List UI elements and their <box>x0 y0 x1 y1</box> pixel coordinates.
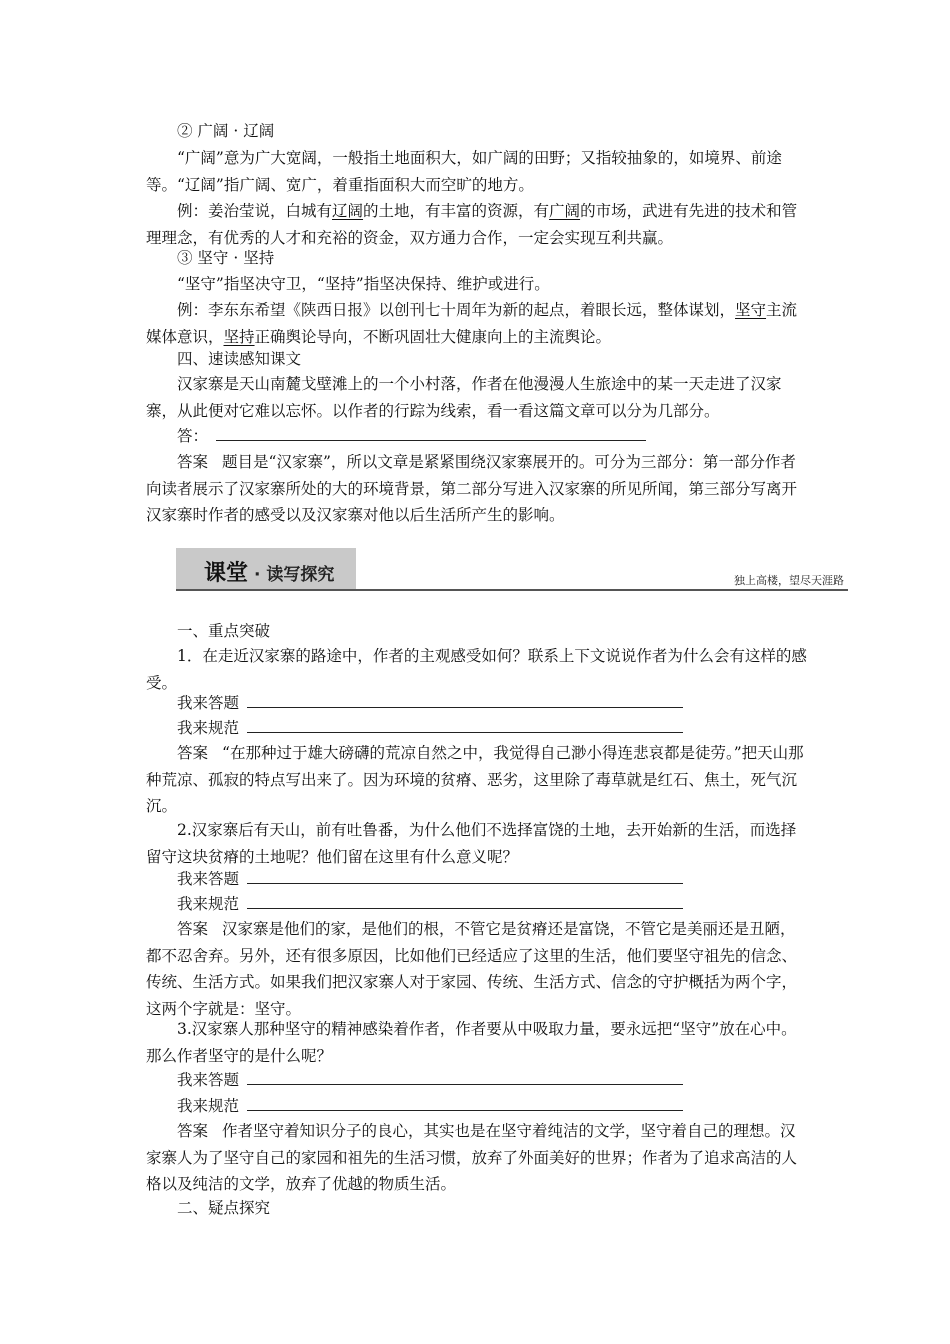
banner-rule <box>176 589 848 591</box>
section-banner <box>176 548 848 592</box>
question-sudu: 汉家寨是天山南麓戈壁滩上的一个小村落，作者在他漫漫人生旅途中的某一天走进了汉家寨，从此便对它难以忘怀。以作者的行踪为线索，看一看这篇文章可以分为几部分。 <box>146 375 782 420</box>
answer-blank-2[interactable] <box>247 866 683 884</box>
question-1: 1．在走近汉家寨的路途中，作者的主观感受如何？联系上下文说说作者为什么会有这样的感受。 <box>146 647 807 692</box>
underlined-word: 坚持 <box>223 327 255 346</box>
answer-key-sudu: 答案 题目是“汉家寨”，所以文章是紧紧围绕汉家寨展开的。可分为三部分：第一部分作者向读者展示了汉家寨所处的大的环境背景，第二部分写进入汉家寨的所见所闻，第三部分写离开汉家寨时作者的感受以及汉家寨对他以后生活所产生的影响。 <box>146 453 798 524</box>
norm-line-2: 我来规范 <box>177 891 683 917</box>
answer-key-3: 答案 作者坚守着知识分子的良心，其实也是在坚守着纯洁的文学，坚守着自己的理想。汉家寨人为了坚守自己的家园和祖先的生活习惯，放弃了外面美好的世界；作者为了追求高洁的人格以及纯洁的文学，放弃了优越的物质生活。 <box>146 1122 798 1193</box>
norm-line-3: 我来规范 <box>177 1093 683 1119</box>
answer-line-1: 我来答题 <box>177 690 683 716</box>
answer-line-3: 我来答题 <box>177 1067 683 1093</box>
underlined-word: 坚守 <box>735 301 767 319</box>
answer-blank[interactable] <box>216 423 646 441</box>
norm-blank-2[interactable] <box>247 891 683 909</box>
answer-blank-1[interactable] <box>247 690 683 708</box>
section-heading-zhongdian: 一、重点突破 <box>177 622 271 640</box>
underlined-word: 广阔 <box>549 202 581 220</box>
definition-guangkuo: “广阔”意为广大宽阔，一般指土地面积大，如广阔的田野；又指较抽象的，如境界、前途等。“辽阔”指广阔、宽广，着重指面积大而空旷的地方。 <box>146 149 782 194</box>
question-2: 2.汉家寨后有天山，前有吐鲁番，为什么他们不选择富饶的土地，去开始新的生活，而选择留守这块贫瘠的土地呢？他们留在这里有什么意义呢？ <box>146 821 797 866</box>
section-heading-yidian: 二、疑点探究 <box>177 1199 271 1217</box>
banner-title: 课堂 <box>204 561 249 586</box>
section-heading-guangkuo: ② 广阔 · 辽阔 <box>177 122 275 140</box>
answer-key-1: 答案 “在那种过于雄大磅礴的荒凉自然之中，我觉得自己渺小得连悲哀都是徒劳。”把天山那种荒凉、孤寂的特点写出来了。因为环境的贫瘠、恶劣，这里除了毒草就是红石、焦土，死气沉沉。 <box>146 744 804 815</box>
banner-motto: 独上高楼，望尽天涯路 <box>734 574 844 587</box>
answer-line: 答： <box>177 423 646 449</box>
underlined-word: 辽阔 <box>332 202 364 220</box>
answer-line-2: 我来答题 <box>177 866 683 892</box>
norm-blank-3[interactable] <box>247 1093 683 1111</box>
question-3: 3.汉家寨人那种坚守的精神感染着作者，作者要从中吸取力量，要永远把“坚守”放在心中。那么作者坚守的是什么呢？ <box>146 1020 797 1065</box>
answer-blank-3[interactable] <box>247 1067 683 1085</box>
section-heading-sudu: 四、速读感知课文 <box>177 350 302 368</box>
definition-jianshou: “坚守”指坚决守卫，“坚持”指坚决保持、维护或进行。 <box>177 275 550 293</box>
norm-blank-1[interactable] <box>247 715 683 733</box>
norm-line-1: 我来规范 <box>177 715 683 741</box>
example-jianshou: 例：李东东希望《陕西日报》以创刊七十周年为新的起点，着眼长远，整体谋划，坚守主流媒体意识，坚持正确舆论导向，不断巩固壮大健康向上的主流舆论。 <box>146 301 798 346</box>
example-guangkuo: 例：姜治莹说，白城有辽阔的土地，有丰富的资源，有广阔的市场，武进有先进的技术和管理理念，有优秀的人才和充裕的资金，双方通力合作，一定会实现互利共赢。 <box>146 202 798 247</box>
banner-subtitle: · 读写探究 <box>254 565 335 585</box>
section-heading-jianshou: ③ 坚守 · 坚持 <box>177 249 275 267</box>
answer-key-2: 答案 汉家寨是他们的家，是他们的根，不管它是贫瘠还是富饶，不管它是美丽还是丑陋，都不忍舍弃。另外，还有很多原因，比如他们已经适应了这里的生活，他们要坚守祖先的信念、传统、生活方式。如果我们把汉家寨人对于家园、传统、生活方式、信念的守护概括为两个字，这两个字就是：坚守。 <box>146 920 798 1018</box>
